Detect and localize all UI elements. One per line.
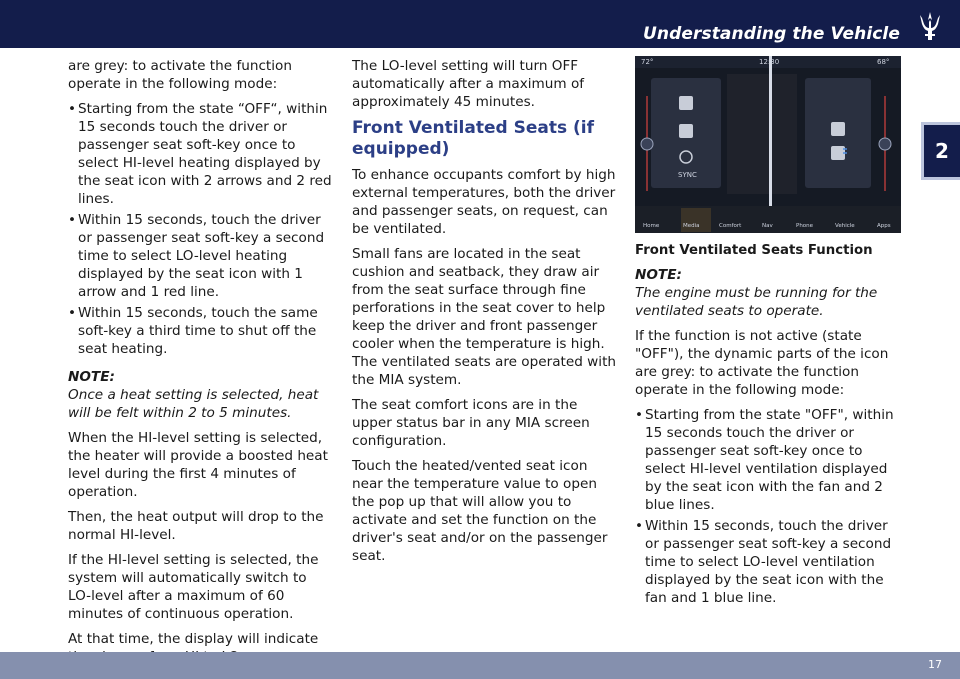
paragraph: The LO-level setting will turn OFF automatically after a maximum of approximately 45 minutes.: [352, 58, 585, 110]
paragraph: are grey: to activate the function operate in the following mode:: [68, 58, 292, 92]
column-middle: [352, 57, 620, 572]
note-heading: NOTE:: [68, 369, 115, 385]
footer-bar: [0, 652, 960, 679]
note-heading: NOTE:: [635, 267, 682, 283]
paragraph: Small fans are located in the seat cushion and seatback, they draw air from the seat surface through fine perforations in the seat cover to help keep the driver and front passenger cooler when the temperature is high. The ventilated seats are operated with the MIA system.: [352, 246, 617, 388]
figure-caption: Front Ventilated Seats Function: [635, 243, 873, 258]
nav-nav[interactable]: Nav: [762, 223, 773, 229]
mia-screen-graphic: [635, 56, 901, 233]
maserati-trident-icon: [914, 10, 946, 44]
note-text: Once a heat setting is selected, heat will be felt within 2 to 5 minutes.: [68, 387, 319, 421]
section-title: Understanding the Vehicle: [643, 24, 900, 44]
nav-home[interactable]: Home: [643, 223, 660, 229]
page-number: 17: [928, 658, 942, 671]
paragraph: At that time, the display will indicate: [68, 631, 319, 647]
paragraph: To enhance occupants comfort by high external temperatures, both the driver and passenger seats, on request, can be ventilated.: [352, 167, 616, 237]
paragraph: If the function is not active (state "OFF"), the dynamic parts of the icon are grey: to activate the function operate in the following mode:: [635, 328, 889, 398]
bullet-item: • Within 15 seconds, touch the driver or passenger seat soft-key a second time to select LO-level heating displayed by the seat icon with 1 arrow and 1 red line.: [68, 212, 325, 300]
nav-phone[interactable]: Phone: [796, 223, 814, 229]
column-left: [68, 57, 333, 673]
bullet-item: • Within 15 seconds, touch the same soft-key a third time to shut off the seat heating.: [68, 305, 318, 357]
paragraph: Then, the heat output will drop to the normal HI-level.: [68, 509, 324, 543]
bullet-item: • Starting from the state “OFF“, within 15 seconds touch the driver or passenger seat soft-key once to select HI-level heating displayed by the seat icon with 2 arrows and 2 red lines.: [68, 101, 332, 207]
section-heading: Front Ventilated Seats (if equipped): [352, 118, 594, 159]
nav-vehicle[interactable]: Vehicle: [835, 223, 855, 229]
bullet-item: • Within 15 seconds, touch the driver or passenger seat soft-key a second time to select LO-level ventilation displayed by the seat icon with the fan and 1 blue line.: [635, 518, 892, 606]
nav-media[interactable]: Media: [683, 223, 700, 229]
paragraph: If the HI-level setting is selected, the system will automatically switch to LO-level after a maximum of 60 minutes of continuous operation.: [68, 552, 319, 622]
status-temp-right: 68°: [877, 58, 890, 66]
chapter-tab[interactable]: 2: [921, 122, 960, 180]
nav-comfort[interactable]: Comfort: [719, 223, 742, 229]
status-temp-left: 72°: [641, 58, 654, 66]
status-clock: 12:30: [759, 58, 780, 66]
mia-screen-figure: [635, 56, 901, 233]
column-right: [635, 242, 900, 610]
sync-label[interactable]: SYNC: [678, 171, 697, 179]
paragraph: The seat comfort icons are in the upper status bar in any MIA screen configuration.: [352, 397, 590, 449]
paragraph: When the HI-level setting is selected, the heater will provide a boosted heat level during the first 4 minutes of operation.: [68, 430, 328, 500]
bullet-item: • Starting from the state "OFF", within 15 seconds touch the driver or passenger seat soft-key once to select HI-level ventilation displayed by the seat icon with the fan and 2 blue lines.: [635, 407, 894, 513]
nav-apps[interactable]: Apps: [877, 223, 891, 229]
note-text: The engine must be running for the ventilated seats to operate.: [635, 285, 878, 319]
paragraph: Touch the heated/vented seat icon near the temperature value to open the pop up that will allow you to activate and set the function on the driver's seat and/or on the passenger seat.: [352, 458, 608, 564]
